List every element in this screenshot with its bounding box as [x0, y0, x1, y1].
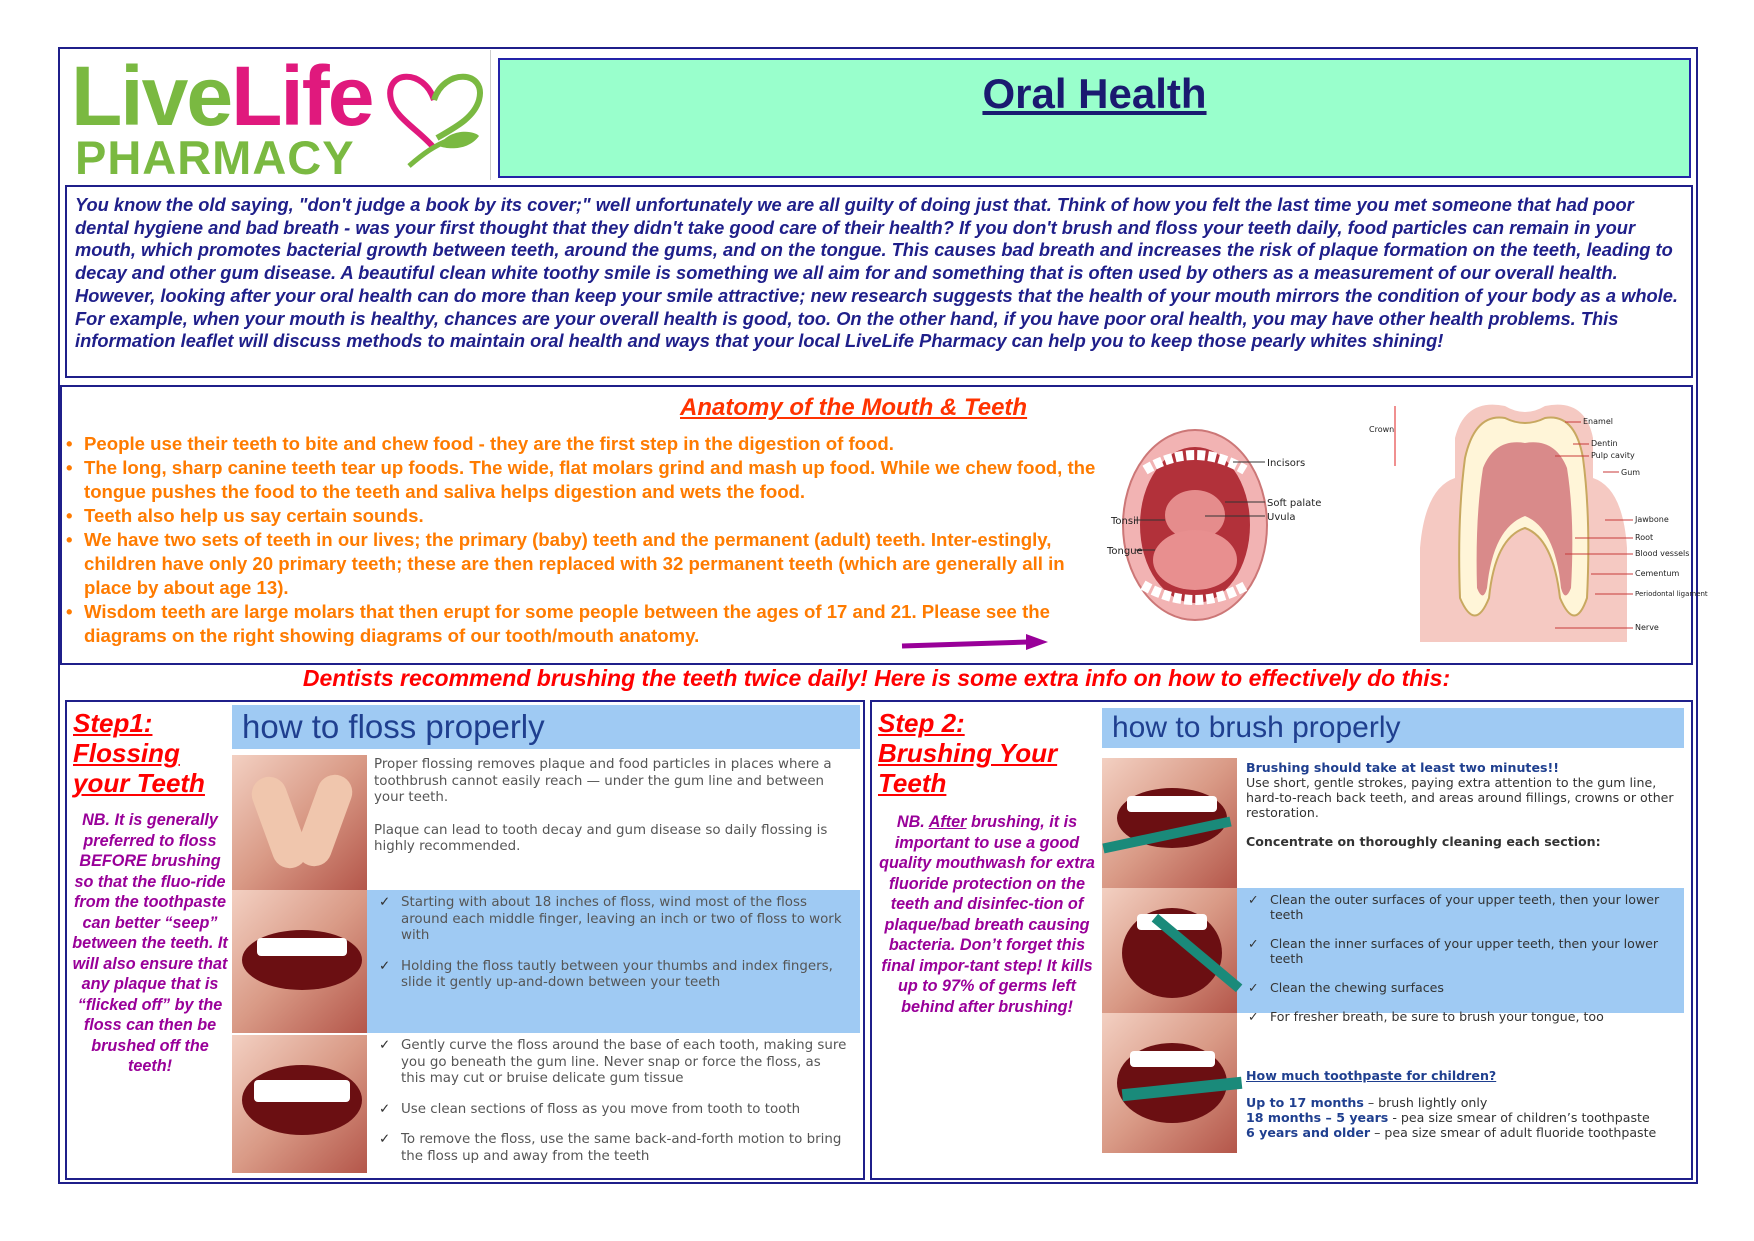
brush-inner-photo: [1102, 888, 1237, 1013]
label-incisors: Incisors: [1267, 458, 1306, 469]
anatomy-bullet: • Teeth also help us say certain sounds.: [66, 504, 1096, 528]
floss-check-item: ✓ Holding the floss tautly between your thumbs and index fingers, slide it gently up-and-down between your teeth: [377, 959, 847, 992]
brush-check-item: ✓ Clean the inner surfaces of your upper teeth, then your lower teeth: [1246, 936, 1676, 966]
label-enamel: Enamel: [1583, 417, 1613, 426]
label-ligament: Periodontal ligament: [1635, 590, 1708, 598]
kids-toothpaste-title: How much toothpaste for children?: [1246, 1068, 1497, 1083]
brush-panel-title: how to brush properly: [1102, 708, 1684, 748]
arrow-right-icon: [900, 632, 1050, 656]
floss-check-item: ✓ Use clean sections of floss as you move from tooth to tooth: [377, 1102, 847, 1119]
brush-lead-bold: Brushing should take at least two minutes!!: [1246, 760, 1559, 775]
page-title: Oral Health: [982, 70, 1207, 117]
anatomy-bullet: • People use their teeth to bite and chew food - they are the first step in the digestion of food.: [66, 432, 1096, 456]
anatomy-bullet: • The long, sharp canine teeth tear up foods. The wide, flat molars grind and mash up food. While we chew food, the tongue pushes the food to the teeth and saliva helps digestion and wets the food.: [66, 456, 1096, 504]
floss-intro-1: Proper flossing removes plaque and food particles in places where a toothbrush cannot easily reach — under the gum line and between your teeth.: [374, 757, 832, 805]
step2-title: Step 2: Brushing Your Teeth: [878, 708, 1058, 798]
anatomy-bullet: • We have two sets of teeth in our lives; the primary (baby) teeth and the permanent (adult) teeth. Inter-estingly, children have only 20 primary teeth; these are then replaced with 32 permanent teeth (which are generally all in place by about age 13).: [66, 528, 1096, 600]
title-banner: [498, 58, 1691, 178]
label-vessels: Blood vessels: [1635, 549, 1690, 558]
floss-panel-title: how to floss properly: [232, 705, 860, 749]
label-gum: Gum: [1621, 468, 1641, 477]
brush-panel: [1102, 708, 1684, 1176]
floss-gumline-photo: [232, 1035, 367, 1173]
logo: [61, 49, 491, 184]
dentist-banner: Dentists recommend brushing the teeth twice daily! Here is some extra info on how to effectively do this:: [302, 665, 1451, 691]
intro-paragraph: You know the old saying, "don't judge a book by its cover;" well unfortunately we are all guilty of doing just that. Think of how you felt the last time you met someone that had poor dental hygiene and bad breath - was your first thought that they didn't take good care of their health? If you don't brush and floss your teeth daily, food particles can remain in your mouth, which promotes bacterial growth between teeth, around the gums, and on the tongue. This causes bad breath and increases the risk of plaque formation on the teeth, leading to decay and other gum disease. A beautiful clean white toothy smile is something we all aim for and something that is often used by others as a measurement of our overall health. However, looking after your oral health can do more than keep your smile attractive; new research suggests that the health of your mouth mirrors the condition of your body as a whole. For example, when your mouth is healthy, chances are your overall health is good, too. On the other hand, if you have poor oral health, you may have other health problems. This information leaflet will discuss methods to maintain oral health and ways that your local LiveLife Pharmacy can help you to keep those pearly whites shining!: [65, 185, 1693, 378]
floss-check-item: ✓ Starting with about 18 inches of floss, wind most of the floss around each middle finger, leaving an inch or two of floss to work with: [377, 895, 847, 945]
brush-outer-photo: [1102, 758, 1237, 888]
label-root: Root: [1635, 533, 1654, 542]
brush-check-item: ✓ Clean the chewing surfaces: [1246, 980, 1676, 995]
logo-pharmacy-word: PHARMACY: [75, 131, 355, 184]
floss-hands-photo: [232, 755, 367, 890]
heart-leaf-icon: [379, 58, 489, 168]
kids-row: 18 months – 5 years - pea size smear of children’s toothpaste: [1246, 1110, 1650, 1125]
brush-check-item: ✓ For fresher breath, be sure to brush your tongue, too: [1246, 1009, 1676, 1024]
brush-check-item: ✓ Clean the outer surfaces of your upper teeth, then your lower teeth: [1246, 892, 1676, 922]
anatomy-title: Anatomy of the Mouth & Teeth: [680, 394, 1028, 421]
logo-live-word: Live: [71, 49, 232, 143]
logo-life-word: Life: [231, 49, 373, 143]
step2-note: NB. After brushing, it is important to use a good quality mouthwash for extra fluoride protection on the teeth and disinfec-tion of plaque/bad breath causing bacteria. Don’t forget this final impor-tant step! It kills up to 97% of germs left behind after brushing!: [879, 813, 1095, 1016]
brush-lead-text: Use short, gentle strokes, paying extra attention to the gum line, hard-to-reach back teeth, and areas around fillings, crowns or other restoration.: [1246, 775, 1674, 820]
tooth-diagram: [1365, 398, 1708, 642]
label-jawbone: Jawbone: [1635, 515, 1669, 524]
label-cementum: Cementum: [1635, 569, 1680, 578]
floss-teeth-photo: [232, 890, 367, 1033]
label-dentin: Dentin: [1591, 439, 1618, 448]
floss-check-item: ✓ Gently curve the floss around the base of each tooth, making sure you go beneath the gum line. Never snap or force the floss, as this may cut or bruise delicate gum tissue: [377, 1038, 847, 1088]
label-tonsil: Tonsil: [1111, 516, 1139, 527]
floss-panel: [232, 705, 860, 1173]
kids-row: Up to 17 months – brush lightly only: [1246, 1095, 1488, 1110]
floss-check-item: ✓ To remove the floss, use the same back-and-forth motion to bring the floss up and away from the teeth: [377, 1132, 847, 1165]
anatomy-bullet: • Wisdom teeth are large molars that then erupt for some people between the ages of 17 and 21. Please see the diagrams on the right showing diagrams of our tooth/mouth anatomy.: [66, 600, 1096, 648]
label-pulp: Pulp cavity: [1591, 451, 1635, 460]
label-soft-palate: Soft palate: [1267, 498, 1322, 509]
step1-title: Step1: Flossing your Teeth: [73, 708, 205, 798]
label-tongue: Tongue: [1107, 546, 1143, 557]
label-uvula: Uvula: [1267, 512, 1296, 523]
brush-concentrate: Concentrate on thoroughly cleaning each section:: [1246, 834, 1601, 849]
mouth-diagram: [1105, 420, 1355, 630]
anatomy-bullets: [66, 432, 1096, 648]
brush-chewing-photo: [1102, 1013, 1237, 1153]
floss-intro-2: Plaque can lead to tooth decay and gum disease so daily flossing is highly recommended.: [374, 822, 828, 854]
label-crown: Crown: [1369, 425, 1395, 434]
step1-note: NB. It is generally preferred to floss BEFORE brushing so that the fluo-ride from the toothpaste can better “seep” between the teeth. It will also ensure that any plaque that is “flicked off” by the floss can then be brushed off the teeth!: [72, 811, 228, 1075]
kids-row: 6 years and older – pea size smear of adult fluoride toothpaste: [1246, 1125, 1657, 1140]
label-nerve: Nerve: [1635, 623, 1659, 632]
